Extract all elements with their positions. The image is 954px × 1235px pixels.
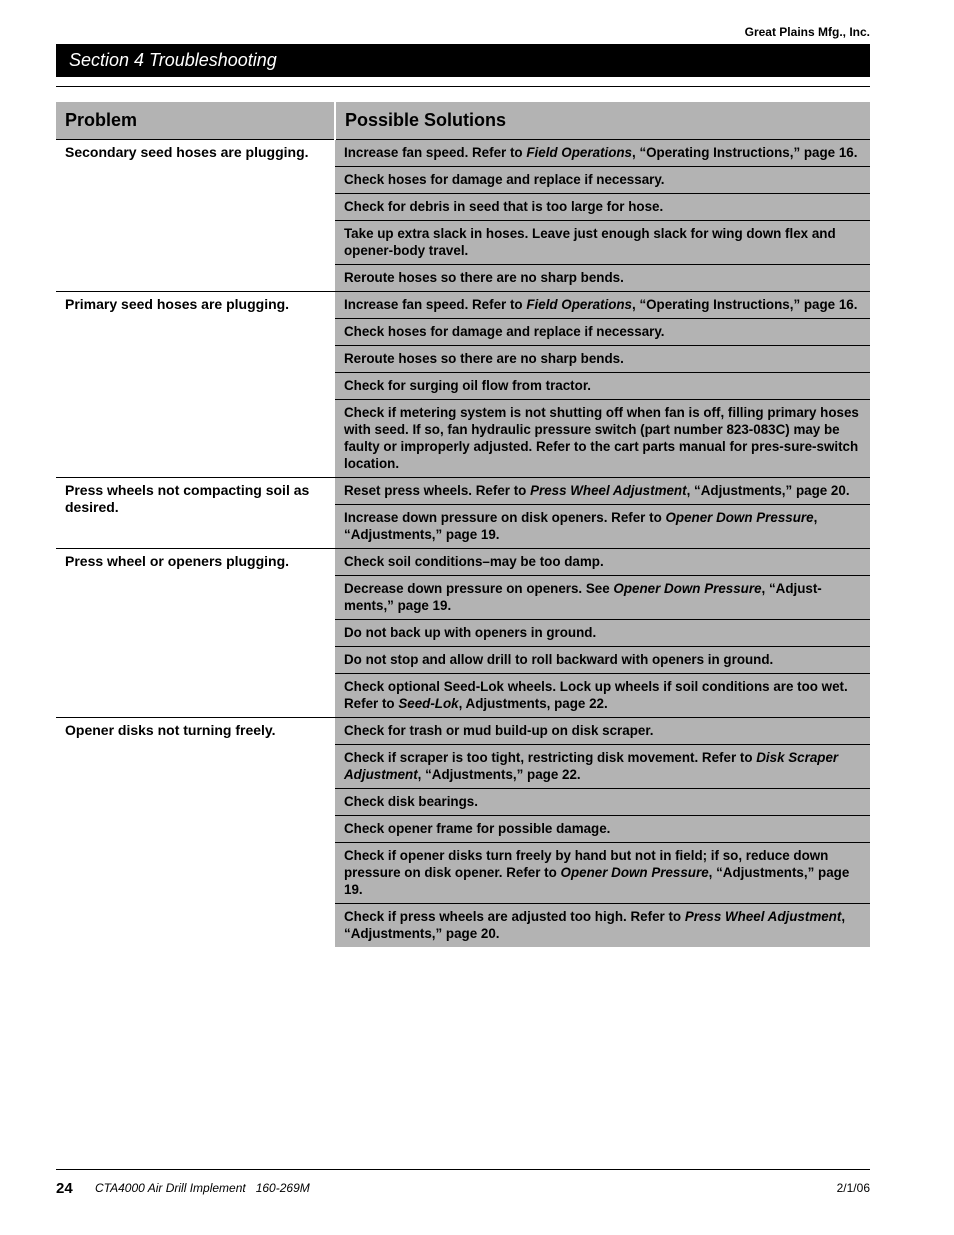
solution-cell	[335, 221, 870, 265]
solution-cell	[335, 319, 870, 346]
solution-text: Check for debris in seed that is too large for hose.	[344, 199, 664, 214]
solution-text: Check soil conditions–may be too damp.	[344, 554, 604, 569]
page-number: 24	[56, 1180, 73, 1197]
solution-reference: Opener Down Pressure	[665, 510, 814, 525]
solution-cell	[335, 904, 870, 948]
solution-text: Check hoses for damage and replace if necessary.	[344, 324, 665, 339]
document-title: CTA4000 Air Drill Implement 160-269M	[95, 1181, 310, 1195]
section-title: Section 4 Troubleshooting	[56, 44, 870, 77]
solution-text: , “Adjust-ments,” page 19.	[344, 581, 822, 613]
solution-text: , “Adjustments,” page 19.	[344, 865, 850, 897]
solution-cell	[335, 478, 870, 505]
footer-divider	[56, 1169, 870, 1170]
solution-text: , “Adjustments,” page 19.	[344, 510, 818, 542]
solution-text: Check opener frame for possible damage.	[344, 821, 611, 836]
table-header-row	[56, 102, 870, 140]
solution-reference: Seed-Lok	[398, 696, 459, 711]
header-divider	[56, 86, 870, 87]
table-row	[56, 292, 870, 319]
solution-text: Do not stop and allow drill to roll backward with openers in ground.	[344, 652, 774, 667]
column-header-problem: Problem	[56, 102, 335, 140]
solution-text: Increase down pressure on disk openers. Refer to	[344, 510, 666, 525]
solution-text: Check disk bearings.	[344, 794, 478, 809]
solution-text: Check optional Seed-Lok wheels. Lock up wheels if soil conditions are too wet. Refer to	[344, 679, 848, 711]
solution-reference: Opener Down Pressure	[560, 865, 709, 880]
solution-text: Check if opener disks turn freely by hand but not in field; if so, reduce down pressure on disk opener. Refer to	[344, 848, 829, 880]
solution-cell	[335, 194, 870, 221]
solution-text: , “Adjustments,” page 20.	[686, 483, 850, 498]
solution-cell	[335, 346, 870, 373]
solution-cell	[335, 400, 870, 478]
solution-cell	[335, 789, 870, 816]
solution-cell	[335, 373, 870, 400]
solution-reference: Press Wheel Adjustment	[684, 909, 842, 924]
solution-text: Reroute hoses so there are no sharp bends.	[344, 351, 624, 366]
solution-text: , “Adjustments,” page 20.	[344, 909, 846, 941]
solution-cell	[335, 718, 870, 745]
solution-cell	[335, 292, 870, 319]
solution-text: Decrease down pressure on openers. See	[344, 581, 614, 596]
solution-text: , Adjustments, page 22.	[458, 696, 608, 711]
solution-cell	[335, 745, 870, 789]
problem-cell: Primary seed hoses are plugging.	[56, 292, 335, 478]
solution-reference: Opener Down Pressure	[613, 581, 762, 596]
solution-reference: Press Wheel Adjustment	[530, 483, 687, 498]
solution-text: , “Operating Instructions,” page 16.	[632, 145, 858, 160]
solution-cell	[335, 505, 870, 549]
solution-reference: Field Operations	[526, 297, 632, 312]
table-row	[56, 478, 870, 505]
solution-text: Increase fan speed. Refer to	[344, 297, 527, 312]
problem-cell: Press wheels not compacting soil as desired.	[56, 478, 335, 549]
troubleshooting-table	[56, 102, 870, 947]
solution-reference: Field Operations	[526, 145, 632, 160]
solution-cell	[335, 140, 870, 167]
solution-text: Check if press wheels are adjusted too high. Refer to	[344, 909, 685, 924]
solution-text: Check if scraper is too tight, restricting disk movement. Refer to	[344, 750, 757, 765]
problem-cell: Opener disks not turning freely.	[56, 718, 335, 948]
solution-text: Check for surging oil flow from tractor.	[344, 378, 592, 393]
solution-text: Check for trash or mud build-up on disk scraper.	[344, 723, 654, 738]
solution-cell	[335, 576, 870, 620]
table-row	[56, 549, 870, 576]
solution-text: Reroute hoses so there are no sharp bends.	[344, 270, 624, 285]
solution-cell	[335, 647, 870, 674]
column-header-solutions: Possible Solutions	[335, 102, 870, 140]
solution-cell	[335, 620, 870, 647]
solution-text: , “Operating Instructions,” page 16.	[632, 297, 858, 312]
solution-text: Do not back up with openers in ground.	[344, 625, 597, 640]
table-row	[56, 140, 870, 167]
document-date: 2/1/06	[836, 1181, 870, 1195]
solution-text: Check hoses for damage and replace if necessary.	[344, 172, 665, 187]
solution-text: Take up extra slack in hoses. Leave just enough slack for wing down flex and opener-body travel.	[344, 226, 836, 258]
solution-cell	[335, 843, 870, 904]
table-row	[56, 718, 870, 745]
solution-cell	[335, 549, 870, 576]
solution-text: Reset press wheels. Refer to	[344, 483, 531, 498]
solution-cell	[335, 167, 870, 194]
solution-text: Increase fan speed. Refer to	[344, 145, 527, 160]
solution-cell	[335, 816, 870, 843]
table-body	[56, 140, 870, 948]
solution-text: , “Adjustments,” page 22.	[417, 767, 581, 782]
solution-text: Check if metering system is not shutting off when fan is off, filling primary hoses with seed. If so, fan hydraulic pressure switch (part number 823-083C) may be faulty or improperly adjusted. Refer to the cart parts manual for pres-sure-switch location.	[344, 405, 859, 471]
solution-reference: Disk Scraper Adjustment	[344, 750, 839, 782]
solution-cell	[335, 674, 870, 718]
company-name: Great Plains Mfg., Inc.	[744, 25, 870, 39]
problem-cell: Secondary seed hoses are plugging.	[56, 140, 335, 292]
problem-cell: Press wheel or openers plugging.	[56, 549, 335, 718]
solution-cell	[335, 265, 870, 292]
